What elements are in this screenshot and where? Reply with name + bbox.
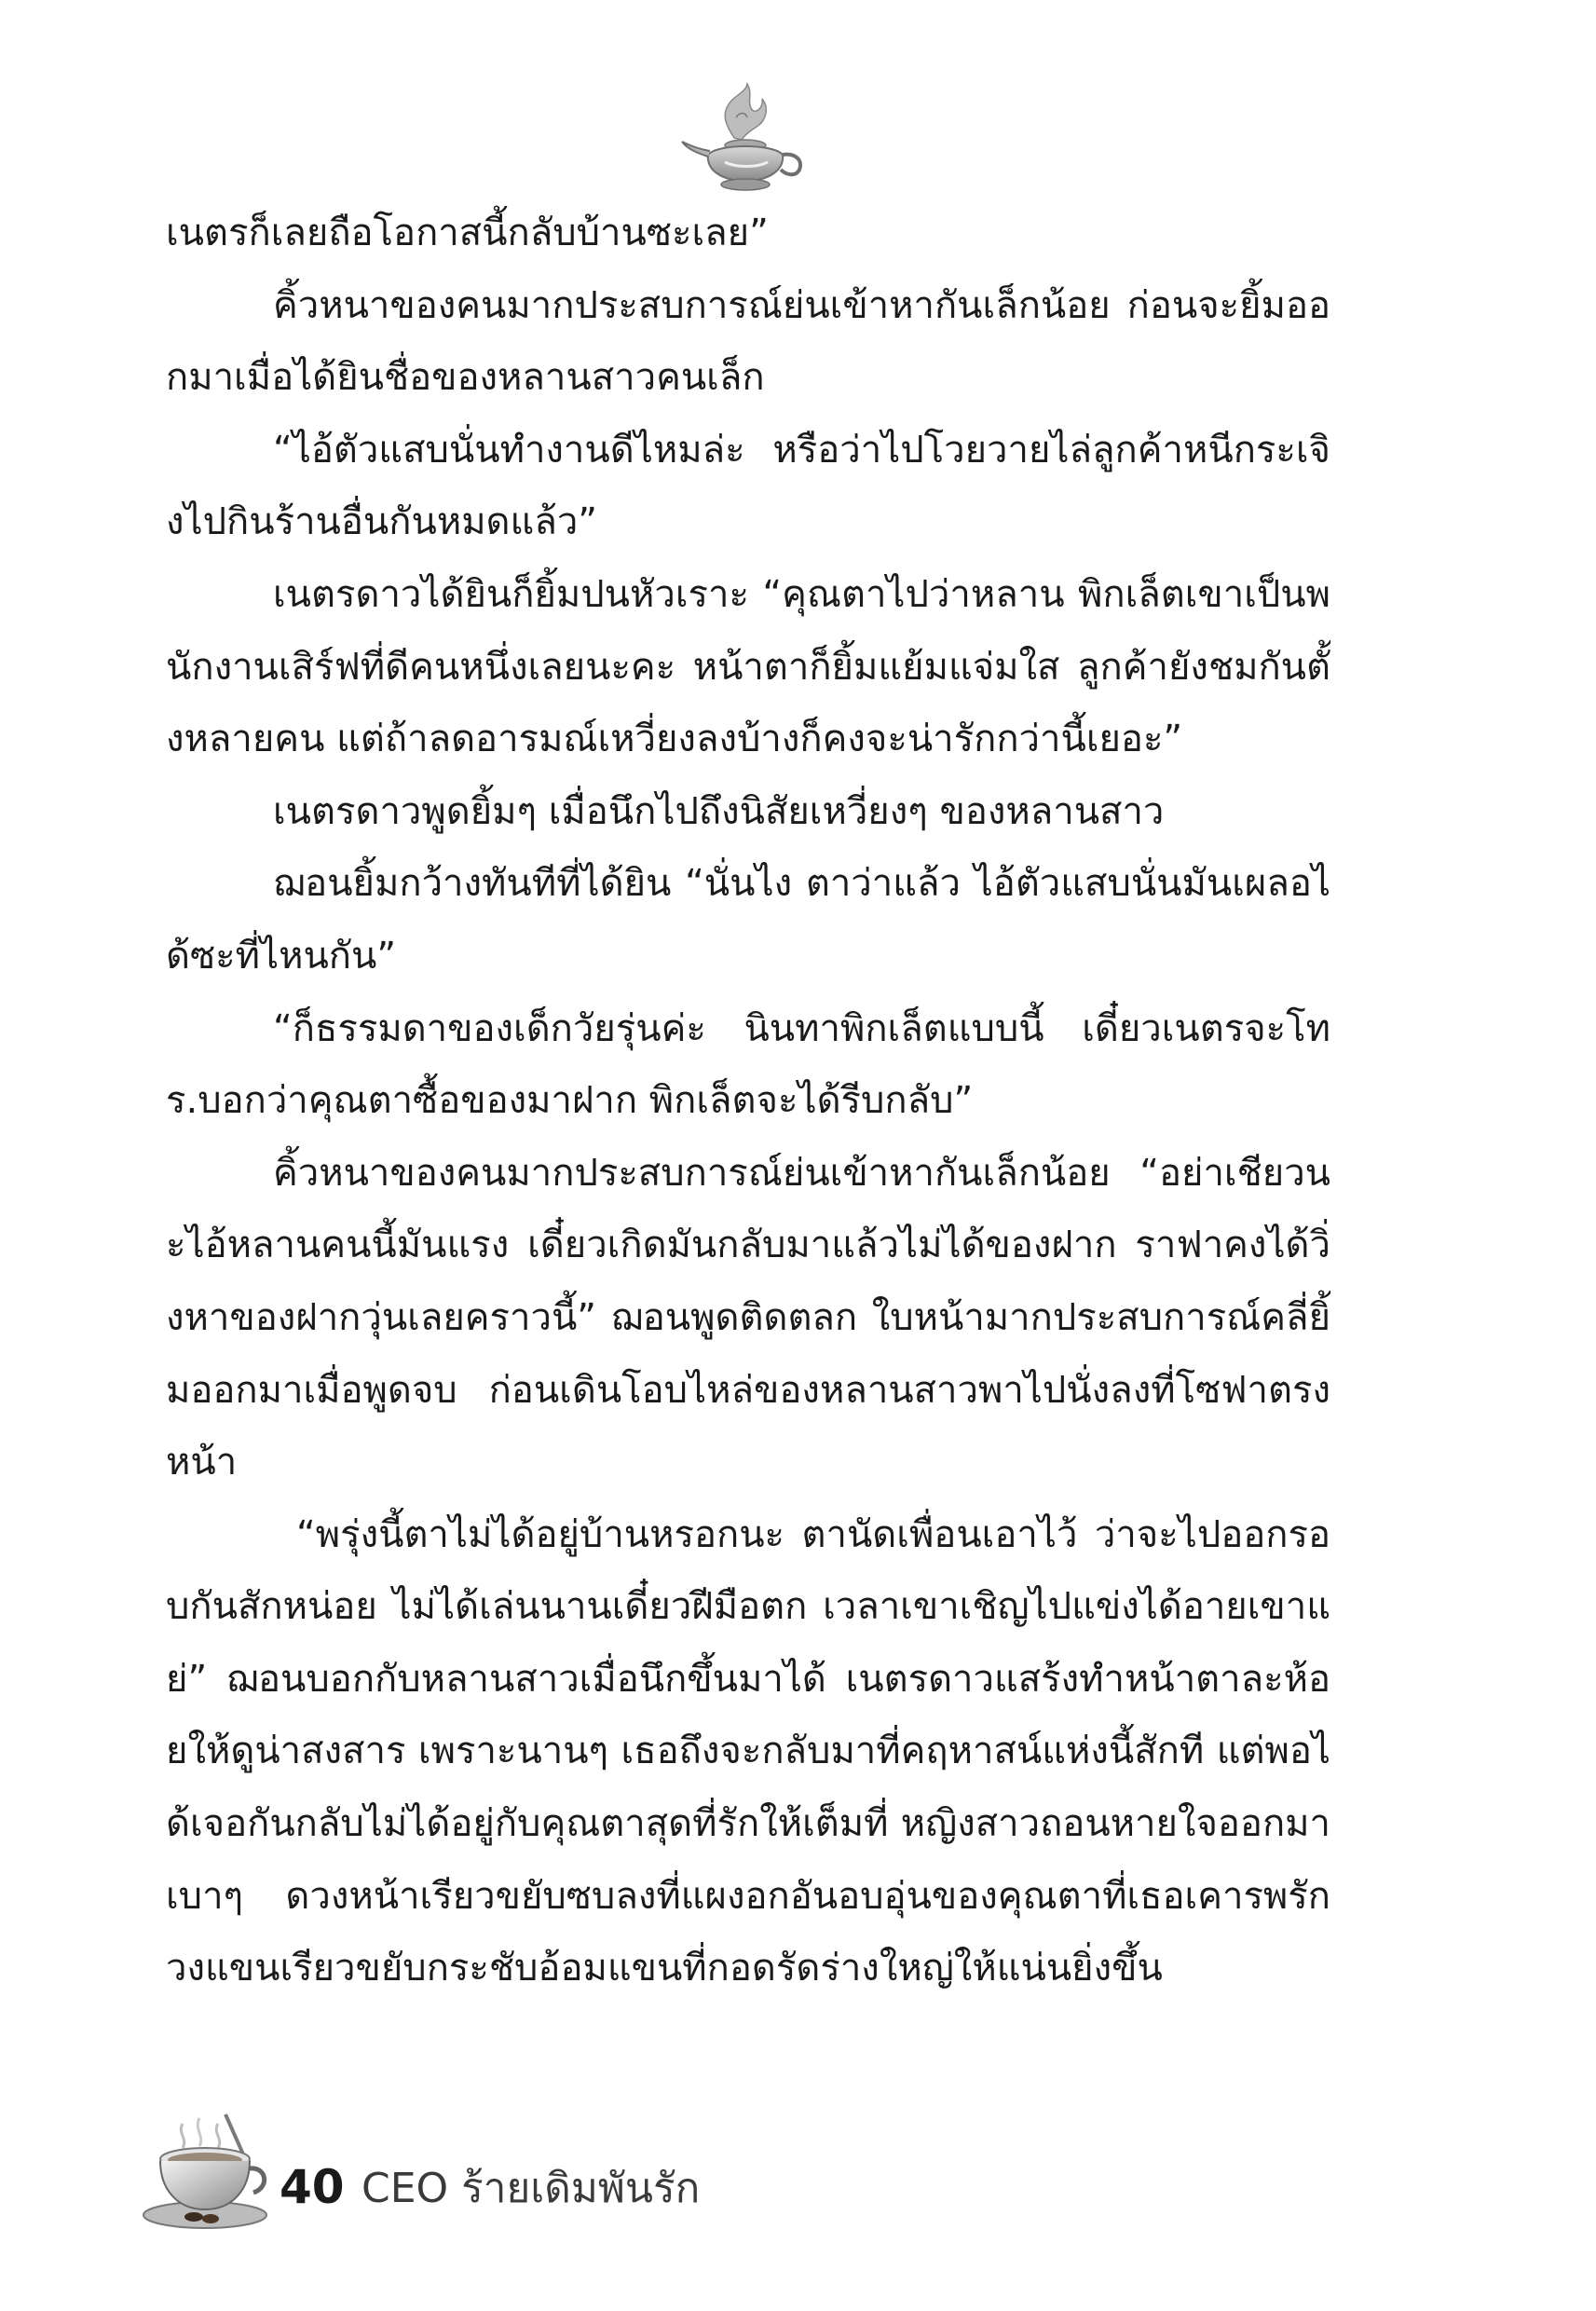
genie-lamp-icon [680,80,811,201]
paragraph-8: คิ้วหนาของคนมากประสบการณ์ย่นเข้าหากันเล็กน้อย “อย่าเชียวนะไอ้หลานคนนี้มันแรง เดี๋ยวเกิดมันกลับมาแล้วไม่ได้ของฝาก ราฟาคงได้วิ่งหาของฝากวุ่นเลยคราวนี้” ฌอนพูดติดตลก ใบหน้ามากประสบการณ์คลี่ยิ้มออกมาเมื่อพูดจบ ก่อนเดินโอบไหล่ของหลานสาวพาไปนั่งลงที่โซฟาตรงหน้า [166,1151,1330,1484]
page-number: 40 [280,2160,345,2214]
book-title: CEO ร้ายเดิมพันรัก [361,2165,701,2212]
paragraph-3: “ไอ้ตัวแสบนั่นทำงานดีไหมล่ะ หรือว่าไปโวยวายไล่ลูกค้าหนีกระเจิงไปกินร้านอื่นกันหมดแล้ว” [166,428,1330,544]
paragraph-9: “พรุ่งนี้ตาไม่ได้อยู่บ้านหรอกนะ ตานัดเพื่อนเอาไว้ ว่าจะไปออกรอบกันสักหน่อย ไม่ได้เล่นนานเดี๋ยวฝีมือตก เวลาเขาเชิญไปแข่งได้อายเขาแย่” ฌอนบอกกับหลานสาวเมื่อนึกขึ้นมาได้ เนตรดาวแสร้งทำหน้าตาละห้อยให้ดูน่าสงสาร เพราะนานๆ เธอถึงจะกลับมาที่คฤหาสน์แห่งนี้สักที แต่พอได้เจอกันกลับไม่ได้อยู่กับคุณตาสุดที่รักให้เต็มที่ หญิงสาวถอนหายใจออกมาเบาๆ ดวงหน้าเรียวขยับซบลงที่แผงอกอันอบอุ่นของคุณตาที่เธอเคารพรัก วงแขนเรียวขยับกระชับอ้อมแขนที่กอดรัดร่างใหญ่ให้แน่นยิ่งขึ้น [166,1512,1330,1990]
story-text [166,198,1330,2080]
paragraph-2: คิ้วหนาของคนมากประสบการณ์ย่นเข้าหากันเล็กน้อย ก่อนจะยิ้มออกมาเมื่อได้ยินชื่อของหลานสาวคนเล็ก [166,283,1330,400]
coffee-cup-icon [140,2111,280,2232]
paragraph-4: เนตรดาวได้ยินก็ยิ้มปนหัวเราะ “คุณตาไปว่าหลาน พิกเล็ตเขาเป็นพนักงานเสิร์ฟที่ดีคนหนึ่งเลยนะคะ หน้าตาก็ยิ้มแย้มแจ่มใส ลูกค้ายังชมกันตั้งหลายคน แต่ถ้าลดอารมณ์เหวี่ยงลงบ้างก็คงจะน่ารักกว่านี้เยอะ” [166,572,1330,761]
paragraph-6: ฌอนยิ้มกว้างทันทีที่ได้ยิน “นั่นไง ตาว่าแล้ว ไอ้ตัวแสบนั่นมันเผลอได้ซะที่ไหนกัน” [166,862,1330,978]
paragraph-1: เนตรก็เลยถือโอกาสนี้กลับบ้านซะเลย” [166,212,769,254]
page-footer [140,2111,792,2232]
paragraph-7: “ก็ธรรมดาของเด็กวัยรุ่นค่ะ นินทาพิกเล็ตแบบนี้ เดี๋ยวเนตรจะโทร.บอกว่าคุณตาซื้อของมาฝาก พิกเล็ตจะได้รีบกลับ” [166,1006,1330,1123]
paragraph-5: เนตรดาวพูดยิ้มๆ เมื่อนึกไปถึงนิสัยเหวี่ยงๆ ของหลานสาว [273,789,1165,833]
